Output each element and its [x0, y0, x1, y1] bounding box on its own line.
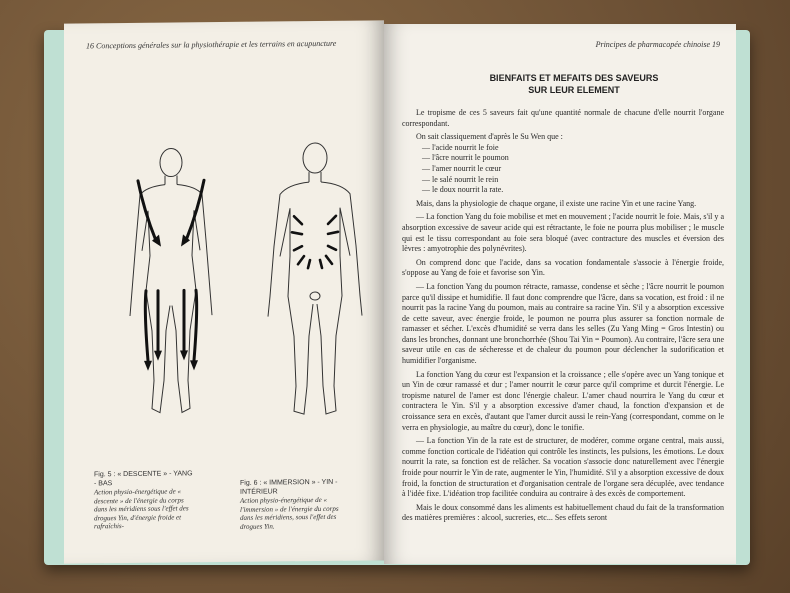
figure-descente-caption-title: Fig. 5 : « DESCENTE » - YANG - BAS	[94, 470, 193, 487]
paragraph: — La fonction Yin de la rate est de structurer, de modérer, comme organe central, mais aussi, comme fonction corticale de l'idéation qui contrôle les instincts, les pulsions, les émotions. Le doux nourrit la rate, sa fonction est de relâcher. Sa vocation s'associe donc naturellement avec l'énergie froide pour nourrir le Yin de rate, augmenter le Yin, l'humidité. S'il y a absorption excessive de doux froid, la fonction de structuration et d'organisation centrale de l'organe sera décuplée, avec tendance à l'idée fixe. L'idéation trop facilitée conduira au contraire à des excès de comportement.	[402, 436, 724, 499]
list-item: — l'amer nourrit le cœur	[422, 163, 502, 173]
section-title-line2: SUR LEUR ELEMENT	[528, 85, 620, 95]
figure-descente	[116, 140, 226, 426]
figure-descente-drawing	[116, 140, 226, 426]
paragraph: Le tropisme de ces 5 saveurs fait qu'une quantité normale de chacune d'elle nourrit l'organe correspondant.	[402, 108, 724, 128]
figure-descente-caption	[94, 470, 194, 531]
left-running-head: 16 Conceptions générales sur la physiothérapie et les terrains en acupuncture	[86, 38, 337, 51]
paragraph: Mais, dans la physiologie de chaque organe, il existe une racine Yin et une racine Yang.	[416, 198, 697, 208]
list-item: — l'acide nourrit le foie	[422, 142, 499, 152]
paragraph: Mais le doux consommé dans les aliments est habituellement chaud du fait de la transformation des matières premières : alcool, sucreries, etc... Ses effets seront	[402, 502, 724, 523]
list-item: — le salé nourrit le rein	[422, 174, 499, 184]
paragraph: La fonction Yang du cœur est l'expansion et la croissance ; elle s'opère avec un Yang tonique et un Yin de cœur ramassé et dur ; l'amer nourrit le cœur parce qu'il comprime et durcit l'énergie. Le tropisme naturel de l'amer est donc l'énergie chaleur. L'amer chaud nourrira le Yang du cœur et contractera le Yin. S'il y a absorption excessive d'amer chaud, la fonction d'expansion et de croissance sera en excès, d'autant que l'amer durcit aussi le rein-Yang (correspondant, comme on le verra en physiologie, au maître du cœur), donc le tonifie.	[402, 369, 724, 432]
paragraph: — La fonction Yang du foie mobilise et met en mouvement ; l'acide nourrit le foie. Mais, s'il y a absorption excessive de saveur acide qui est rétractante, le foie ne pourra plus mobiliser ; le muscle qui est le tissu correspondant au foie sera bloqué (avec contracture des muscles et éversion des lèvres : amyotrophie des polynévrites).	[402, 212, 724, 254]
figure-descente-caption-text: Action physio-énergétique de « descente » de l'énergie du corps dans les méridiens sous l'effet des drogues Yin, d'énergie froide et rafraîchis-	[94, 487, 189, 531]
section-title	[424, 72, 724, 96]
body-text	[402, 108, 724, 527]
figure-immersion-caption-text: Action physio-énergétique de « l'immersion » de l'énergie du corps dans les méridiens, sous l'effet des drogues Yin.	[240, 495, 339, 531]
list-item: — l'âcre nourrit le poumon	[422, 153, 509, 163]
paragraph: — La fonction Yang du poumon rétracte, ramasse, condense et sèche ; l'âcre nourrit le poumon parce qu'il dissipe et humidifie. Il faut donc comprendre que l'âcre, dans sa vocation, est froid : il ne nourrit pas la racine Yang du poumon, mais au contraire sa racine Yin. S'il y a absorption excessive de cette saveur, avec énergie froide, le poumon ne pourra plus assurer sa fonction normale de ramasser et sécher. L'excès d'humidité se verra dans les selles (Zu Yang Ming = Gros Intestin) ou dans les bronches, donnant une bronchorrhée (Shou Tai Yin = Poumon). Au contraire, l'âcre sera une saveur utile en cas de sécheresse et de chaleur du poumon pour déclencher la sudorification et humidifier l'organisme.	[402, 281, 724, 366]
paragraph: On sait classiquement d'après le Su Wen que :	[416, 132, 563, 142]
figure-immersion-drawing	[260, 135, 370, 426]
figure-immersion-caption	[240, 479, 340, 531]
left-page	[64, 20, 384, 563]
list-item: — le doux nourrit la rate.	[422, 185, 504, 195]
figure-immersion	[260, 135, 370, 426]
right-running-head: Principes de pharmacopée chinoise 19	[595, 40, 720, 49]
paragraph: On comprend donc que l'acide, dans sa vocation fondamentale s'associe à l'énergie froide, s'oppose au Yang de foie et favorise son Yin.	[402, 257, 724, 278]
figure-immersion-caption-title: Fig. 6 : « IMMERSION » - YIN - INTÉRIEUR	[240, 478, 338, 496]
section-title-line1: BIENFAITS ET MEFAITS DES SAVEURS	[489, 73, 659, 83]
right-page	[384, 24, 736, 564]
